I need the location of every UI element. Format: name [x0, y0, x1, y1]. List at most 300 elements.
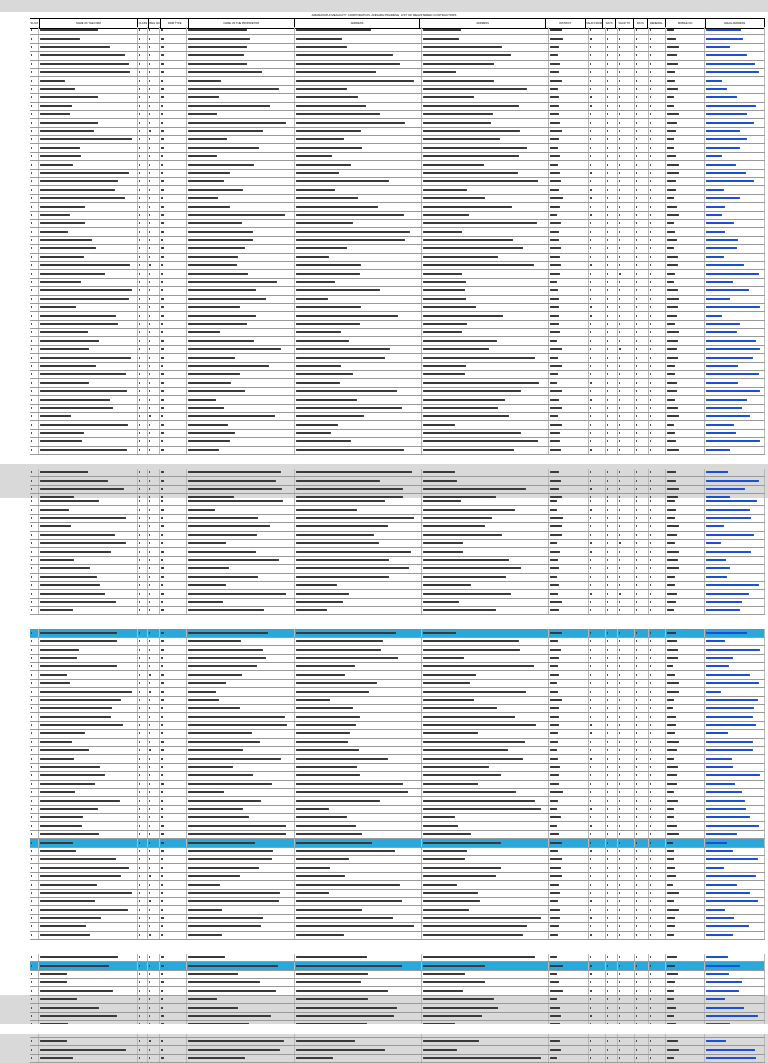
table-cell[interactable] — [705, 111, 765, 118]
table-cell — [422, 312, 549, 319]
illegible-text — [706, 850, 733, 852]
table-cell[interactable] — [705, 1055, 765, 1062]
table-cell[interactable] — [705, 987, 765, 994]
table-cell — [39, 279, 138, 286]
table-cell[interactable] — [705, 1004, 765, 1011]
illegible-text — [706, 281, 732, 283]
table-row — [30, 755, 765, 763]
table-cell[interactable] — [705, 540, 765, 547]
illegible-text — [139, 998, 140, 1000]
illegible-text — [667, 758, 675, 760]
table-cell[interactable] — [705, 831, 765, 838]
illegible-text — [550, 833, 559, 835]
table-cell — [39, 136, 138, 143]
table-cell — [618, 161, 635, 168]
table-cell — [422, 515, 549, 522]
table-cell[interactable] — [705, 195, 765, 202]
table-cell — [422, 881, 549, 888]
table-cell — [187, 287, 294, 294]
table-cell[interactable] — [705, 144, 765, 151]
table-cell[interactable] — [705, 906, 765, 913]
table-cell[interactable] — [705, 486, 765, 493]
illegible-text — [667, 180, 676, 182]
illegible-text — [550, 842, 561, 844]
illegible-text — [149, 674, 150, 676]
illegible-text — [139, 331, 140, 333]
illegible-text — [590, 1040, 591, 1042]
illegible-text — [161, 682, 164, 684]
illegible-text — [667, 323, 675, 325]
illegible-text — [619, 432, 621, 434]
illegible-text — [296, 197, 358, 199]
table-cell — [618, 405, 635, 412]
table-cell[interactable] — [705, 713, 765, 720]
illegible-text — [607, 365, 608, 367]
illegible-text — [423, 63, 494, 65]
table-cell[interactable] — [705, 864, 765, 871]
table-cell[interactable] — [705, 839, 765, 846]
table-cell — [39, 873, 138, 880]
table-cell — [295, 915, 422, 922]
illegible-text — [161, 122, 163, 124]
table-cell — [666, 388, 706, 395]
table-cell[interactable] — [705, 498, 765, 505]
table-cell[interactable] — [705, 447, 765, 454]
illegible-text — [650, 559, 652, 561]
table-cell[interactable] — [705, 688, 765, 695]
illegible-text — [550, 197, 563, 199]
illegible-text — [590, 640, 592, 642]
table-cell[interactable] — [705, 228, 765, 235]
illegible-text — [706, 816, 750, 818]
illegible-text — [619, 357, 620, 359]
table-cell — [606, 638, 618, 645]
illegible-text — [423, 239, 513, 241]
table-cell[interactable] — [705, 789, 765, 796]
table-cell[interactable] — [705, 747, 765, 754]
illegible-text — [619, 682, 620, 684]
table-cell — [39, 262, 138, 269]
illegible-text — [706, 323, 740, 325]
table-cell — [589, 688, 606, 695]
table-cell[interactable] — [705, 515, 765, 522]
illegible-text — [650, 800, 652, 802]
table-cell — [30, 781, 39, 788]
table-cell[interactable] — [705, 469, 765, 476]
table-cell[interactable] — [705, 506, 765, 513]
table-row — [30, 354, 765, 362]
table-cell[interactable] — [705, 565, 765, 572]
table-cell — [187, 822, 294, 829]
illegible-text — [188, 180, 224, 182]
table-cell[interactable] — [705, 814, 765, 821]
table-cell[interactable] — [705, 697, 765, 704]
table-cell — [635, 1013, 649, 1020]
table-cell[interactable] — [705, 296, 765, 303]
illegible-text — [650, 509, 652, 511]
table-cell[interactable] — [705, 262, 765, 269]
table-cell — [422, 388, 549, 395]
table-cell[interactable] — [705, 153, 765, 160]
table-cell[interactable] — [705, 730, 765, 737]
illegible-text — [667, 488, 679, 490]
illegible-text — [636, 1040, 637, 1042]
table-cell — [606, 671, 618, 678]
table-cell[interactable] — [705, 388, 765, 395]
table-cell — [549, 848, 589, 855]
table-cell[interactable] — [705, 806, 765, 813]
illegible-text — [667, 373, 675, 375]
illegible-text — [161, 488, 163, 490]
table-cell[interactable] — [705, 523, 765, 530]
table-cell — [187, 663, 294, 670]
table-cell — [187, 532, 294, 539]
table-cell[interactable] — [705, 680, 765, 687]
table-cell — [549, 979, 589, 986]
illegible-text — [607, 707, 608, 709]
table-cell[interactable] — [705, 705, 765, 712]
table-cell — [422, 245, 549, 252]
table-cell[interactable] — [705, 94, 765, 101]
table-cell — [422, 430, 549, 437]
illegible-text — [296, 38, 343, 40]
table-cell[interactable] — [705, 270, 765, 277]
illegible-text — [619, 1040, 620, 1042]
illegible-text — [706, 222, 734, 224]
table-cell — [160, 337, 187, 344]
illegible-text — [667, 138, 675, 140]
table-cell[interactable] — [705, 629, 765, 636]
table-cell — [649, 1004, 666, 1011]
table-cell[interactable] — [705, 954, 765, 961]
illegible-text — [619, 559, 621, 561]
illegible-text — [423, 298, 466, 300]
table-cell — [589, 962, 606, 969]
table-cell[interactable] — [705, 923, 765, 930]
illegible-text — [139, 707, 140, 709]
table-cell[interactable] — [705, 890, 765, 897]
table-cell[interactable] — [705, 755, 765, 762]
table-cell[interactable] — [705, 772, 765, 779]
illegible-text — [636, 231, 637, 233]
table-cell — [148, 979, 160, 986]
table-cell — [30, 312, 39, 319]
table-cell — [295, 312, 422, 319]
table-cell[interactable] — [705, 599, 765, 606]
table-cell[interactable] — [705, 881, 765, 888]
illegible-text — [296, 973, 369, 975]
table-cell[interactable] — [705, 237, 765, 244]
illegible-text — [188, 892, 280, 894]
table-cell[interactable] — [705, 44, 765, 51]
table-cell[interactable] — [705, 898, 765, 905]
table-cell[interactable] — [705, 873, 765, 880]
illegible-text — [296, 766, 357, 768]
illegible-text — [590, 340, 591, 342]
illegible-text — [706, 559, 726, 561]
illegible-text — [40, 665, 117, 667]
table-cell[interactable] — [705, 254, 765, 261]
table-cell[interactable] — [705, 532, 765, 539]
table-cell[interactable] — [705, 932, 765, 939]
illegible-text — [161, 956, 164, 958]
table-cell — [589, 228, 606, 235]
illegible-text — [139, 315, 140, 317]
table-cell — [422, 52, 549, 59]
illegible-text — [650, 315, 652, 317]
illegible-text — [161, 657, 163, 659]
table-cell — [549, 388, 589, 395]
table-cell[interactable] — [705, 354, 765, 361]
table-cell[interactable] — [705, 574, 765, 581]
table-cell[interactable] — [705, 178, 765, 185]
table-cell[interactable] — [705, 1046, 765, 1053]
table-cell[interactable] — [705, 161, 765, 168]
illegible-text — [706, 214, 721, 216]
table-cell — [422, 848, 549, 855]
table-cell — [606, 270, 618, 277]
table-cell — [295, 898, 422, 905]
illegible-text — [706, 1007, 744, 1009]
table-cell — [666, 848, 706, 855]
illegible-text — [550, 1007, 560, 1009]
table-cell[interactable] — [705, 848, 765, 855]
table-cell — [187, 203, 294, 210]
table-cell[interactable] — [705, 346, 765, 353]
table-row — [30, 814, 765, 822]
illegible-text — [550, 113, 559, 115]
table-cell[interactable] — [705, 671, 765, 678]
illegible-text — [188, 732, 252, 734]
table-cell — [30, 1038, 39, 1045]
table-cell — [549, 906, 589, 913]
table-cell[interactable] — [705, 582, 765, 589]
table-cell — [666, 864, 706, 871]
illegible-text — [423, 981, 485, 983]
table-cell — [666, 523, 706, 530]
table-cell — [422, 574, 549, 581]
table-cell[interactable] — [705, 979, 765, 986]
table-cell[interactable] — [705, 638, 765, 645]
illegible-text — [607, 584, 608, 586]
illegible-text — [650, 1049, 651, 1051]
table-cell[interactable] — [705, 1013, 765, 1020]
document-page-3 — [0, 1024, 768, 1034]
table-cell — [549, 212, 589, 219]
table-cell[interactable] — [705, 52, 765, 59]
table-cell — [39, 469, 138, 476]
table-cell[interactable] — [705, 371, 765, 378]
table-cell[interactable] — [705, 655, 765, 662]
table-cell — [39, 506, 138, 513]
illegible-text — [607, 998, 608, 1000]
table-cell[interactable] — [705, 363, 765, 370]
table-cell[interactable] — [705, 962, 765, 969]
table-cell — [589, 35, 606, 42]
illegible-text — [650, 273, 651, 275]
illegible-text — [149, 691, 150, 693]
table-cell[interactable] — [705, 996, 765, 1003]
table-cell — [138, 663, 148, 670]
illegible-text — [188, 909, 221, 911]
table-cell — [618, 52, 635, 59]
table-cell[interactable] — [705, 220, 765, 227]
table-cell — [606, 27, 618, 34]
table-cell — [30, 69, 39, 76]
table-cell[interactable] — [705, 396, 765, 403]
table-row — [30, 987, 765, 995]
table-cell[interactable] — [705, 971, 765, 978]
table-cell[interactable] — [705, 77, 765, 84]
illegible-text — [706, 808, 746, 810]
illegible-text — [149, 38, 150, 40]
table-cell[interactable] — [705, 856, 765, 863]
table-cell — [148, 438, 160, 445]
illegible-text — [636, 415, 637, 417]
illegible-text — [139, 113, 140, 115]
table-cell[interactable] — [705, 421, 765, 428]
illegible-text — [636, 825, 637, 827]
illegible-text — [550, 164, 558, 166]
table-cell[interactable] — [705, 321, 765, 328]
table-row — [30, 722, 765, 730]
table-cell — [160, 304, 187, 311]
illegible-text — [636, 264, 637, 266]
table-cell[interactable] — [705, 128, 765, 135]
table-cell — [187, 337, 294, 344]
table-cell[interactable] — [705, 413, 765, 420]
table-cell[interactable] — [705, 119, 765, 126]
table-cell[interactable] — [705, 781, 765, 788]
table-cell[interactable] — [705, 35, 765, 42]
illegible-text — [636, 471, 637, 473]
table-cell[interactable] — [705, 329, 765, 336]
table-cell — [549, 413, 589, 420]
illegible-text — [636, 390, 637, 392]
table-cell[interactable] — [705, 739, 765, 746]
table-cell[interactable] — [705, 212, 765, 219]
table-cell — [422, 680, 549, 687]
table-cell — [138, 655, 148, 662]
table-row — [30, 898, 765, 906]
table-cell — [618, 262, 635, 269]
illegible-text — [40, 682, 70, 684]
table-cell[interactable] — [705, 245, 765, 252]
table-cell — [295, 688, 422, 695]
illegible-text — [139, 601, 140, 603]
table-cell[interactable] — [705, 822, 765, 829]
table-cell — [422, 607, 549, 614]
illegible-text — [149, 956, 150, 958]
table-cell[interactable] — [705, 27, 765, 34]
illegible-text — [619, 63, 621, 65]
illegible-text — [161, 331, 163, 333]
table-cell[interactable] — [705, 557, 765, 564]
table-cell[interactable] — [705, 186, 765, 193]
table-cell — [148, 144, 160, 151]
illegible-text — [636, 925, 637, 927]
table-cell[interactable] — [705, 69, 765, 76]
illegible-text — [161, 239, 163, 241]
illegible-text — [619, 900, 621, 902]
table-cell[interactable] — [705, 797, 765, 804]
table-cell — [606, 839, 618, 846]
table-cell[interactable] — [705, 477, 765, 484]
table-cell[interactable] — [705, 1038, 765, 1045]
illegible-text — [139, 981, 140, 983]
table-cell[interactable] — [705, 136, 765, 143]
table-cell[interactable] — [705, 337, 765, 344]
table-cell[interactable] — [705, 304, 765, 311]
table-cell[interactable] — [705, 590, 765, 597]
table-cell[interactable] — [705, 764, 765, 771]
table-cell[interactable] — [705, 722, 765, 729]
table-cell — [39, 839, 138, 846]
table-cell[interactable] — [705, 548, 765, 555]
illegible-text — [40, 917, 101, 919]
table-cell — [39, 864, 138, 871]
table-cell — [666, 1038, 706, 1045]
illegible-text — [161, 281, 163, 283]
table-cell[interactable] — [705, 646, 765, 653]
table-cell[interactable] — [705, 61, 765, 68]
table-cell[interactable] — [705, 103, 765, 110]
table-cell[interactable] — [705, 438, 765, 445]
table-cell — [618, 220, 635, 227]
table-cell — [187, 228, 294, 235]
table-cell — [148, 321, 160, 328]
table-cell — [589, 739, 606, 746]
table-cell — [138, 52, 148, 59]
table-cell[interactable] — [705, 607, 765, 614]
table-cell — [589, 1004, 606, 1011]
table-cell[interactable] — [705, 915, 765, 922]
illegible-text — [619, 138, 620, 140]
document-page-1 — [0, 12, 768, 464]
table-cell — [549, 477, 589, 484]
table-cell[interactable] — [705, 86, 765, 93]
table-cell — [148, 987, 160, 994]
table-cell — [160, 548, 187, 555]
table-cell — [666, 195, 706, 202]
table-cell[interactable] — [705, 203, 765, 210]
table-cell — [39, 430, 138, 437]
table-cell — [666, 254, 706, 261]
table-cell — [160, 906, 187, 913]
table-cell[interactable] — [705, 279, 765, 286]
illegible-text — [161, 407, 164, 409]
table-cell[interactable] — [705, 287, 765, 294]
table-cell — [295, 170, 422, 177]
illegible-text — [590, 147, 591, 149]
table-cell[interactable] — [705, 379, 765, 386]
table-cell[interactable] — [705, 430, 765, 437]
illegible-text — [149, 164, 150, 166]
table-cell[interactable] — [705, 170, 765, 177]
table-cell — [160, 574, 187, 581]
illegible-text — [139, 791, 140, 793]
table-cell[interactable] — [705, 405, 765, 412]
table-cell — [148, 337, 160, 344]
table-cell — [635, 312, 649, 319]
table-cell — [160, 396, 187, 403]
illegible-text — [607, 440, 608, 442]
table-cell[interactable] — [705, 663, 765, 670]
illegible-text — [161, 1007, 163, 1009]
table-cell[interactable] — [705, 312, 765, 319]
column-header: CLASS — [138, 19, 149, 28]
table-cell — [138, 971, 148, 978]
